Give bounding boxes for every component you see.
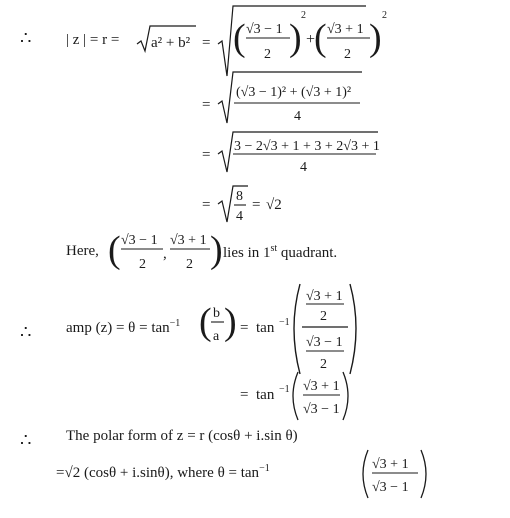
modulus-lhs: | z | = r = [66, 32, 120, 48]
tan-function: tan [256, 387, 275, 403]
fraction-denominator: a [213, 329, 220, 344]
fraction-numerator: b [213, 306, 220, 321]
fraction-numerator: √3 + 1 [327, 22, 364, 37]
quadrant-statement: lies in 1st quadrant. [223, 243, 338, 261]
left-paren: ( [108, 229, 121, 271]
fraction-denominator: 2 [264, 47, 271, 62]
comma: , [163, 246, 167, 262]
fraction-denominator: 2 [139, 257, 146, 272]
fraction-numerator: 8 [236, 189, 243, 204]
right-paren: ) [369, 17, 382, 59]
fraction-numerator: √3 + 1 [303, 379, 340, 394]
plus-sign: + [306, 31, 316, 48]
therefore-symbol: ∴ [20, 430, 32, 451]
result-root-2: √2 [266, 197, 282, 213]
equals-sign: = [252, 197, 261, 213]
fraction-denominator: √3 − 1 [372, 480, 409, 495]
fraction-denominator: 2 [320, 309, 327, 324]
tan-function: tan [256, 320, 275, 336]
right-paren: ) [289, 17, 302, 59]
fraction-numerator: √3 + 1 [306, 289, 343, 304]
inverse-exponent: −1 [279, 317, 290, 328]
here-label: Here, [66, 243, 99, 259]
equals-sign: = [202, 197, 211, 213]
therefore-symbol: ∴ [20, 28, 32, 49]
equals-sign: = [240, 387, 249, 403]
fraction-denominator: 4 [294, 109, 301, 124]
inverse-exponent: −1 [279, 384, 290, 395]
fraction-numerator: √3 + 1 [170, 233, 207, 248]
sum-of-squares-numerator: (√3 − 1)² + (√3 + 1)² [236, 85, 352, 100]
fraction-numerator: √3 − 1 [246, 22, 283, 37]
exponent-2: 2 [382, 10, 387, 21]
exponent-2: 2 [301, 10, 306, 21]
right-paren: ) [224, 301, 237, 343]
fraction-denominator: √3 − 1 [303, 402, 340, 417]
equals-sign: = [202, 35, 211, 51]
right-paren: ) [210, 229, 223, 271]
left-paren: ( [233, 17, 246, 59]
equals-sign: = [240, 320, 249, 336]
equals-sign: = [202, 147, 211, 163]
fraction-denominator: 4 [300, 160, 307, 175]
polar-form-statement: The polar form of z = r (cosθ + i.sin θ) [66, 428, 298, 444]
expanded-numerator: 3 − 2√3 + 1 + 3 + 2√3 + 1 [234, 139, 380, 154]
a2-plus-b2: a² + b² [151, 35, 191, 51]
fraction-denominator: 2 [320, 357, 327, 372]
fraction-denominator: 2 [186, 257, 193, 272]
amplitude-lhs: amp $(z) = \theta = \tan^{-1}$ [66, 318, 181, 336]
fraction-numerator: √3 − 1 [306, 335, 343, 350]
fraction-denominator: 2 [344, 47, 351, 62]
polar-form-result: =√2 (cosθ + i.sinθ), where $\theta = \tan^{-1}$ [56, 463, 270, 481]
fraction-numerator: √3 + 1 [372, 457, 409, 472]
fraction-denominator: 4 [236, 209, 243, 224]
fraction-numerator: √3 − 1 [121, 233, 158, 248]
equals-sign: = [202, 97, 211, 113]
therefore-symbol: ∴ [20, 322, 32, 343]
left-paren: ( [314, 17, 327, 59]
left-paren: ( [199, 301, 212, 343]
